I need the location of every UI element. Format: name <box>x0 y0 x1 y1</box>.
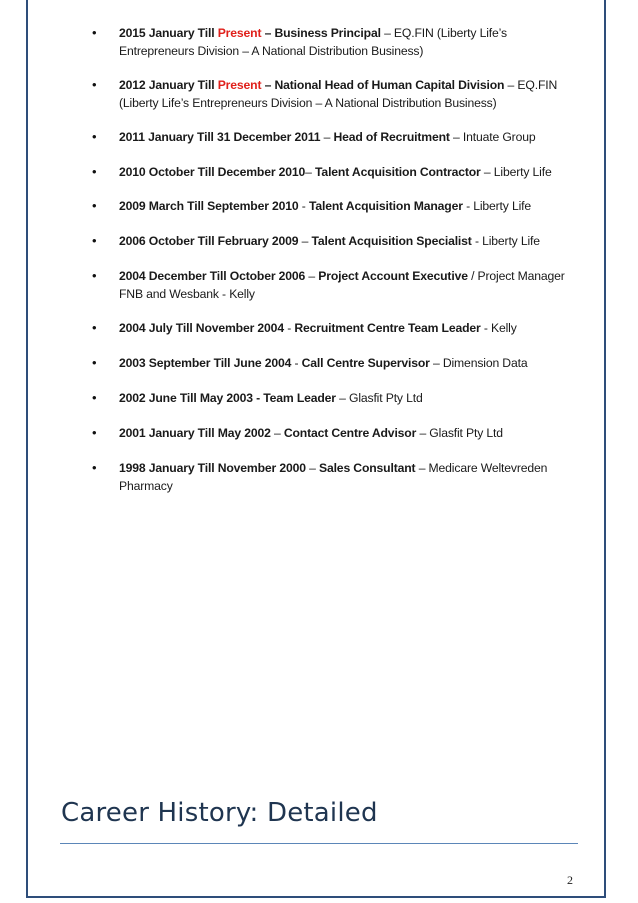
career-dates: 2003 September Till June 2004 <box>119 356 292 370</box>
career-title: Team Leader <box>263 391 336 405</box>
career-dates: 1998 January Till November 2000 <box>119 461 306 475</box>
career-separator: - <box>298 199 309 213</box>
career-title: Contact Centre Advisor <box>283 426 417 440</box>
career-title: Talent Acquisition Manager <box>308 199 463 213</box>
career-item <box>92 389 582 407</box>
career-separator: – <box>305 269 319 283</box>
career-item <box>92 232 582 250</box>
section-title: Career History: Detailed <box>61 798 378 828</box>
career-title: Head of Recruitment <box>333 130 450 144</box>
career-dates: 2004 July Till November 2004 <box>119 321 284 335</box>
career-company: – Medicare Weltevreden Pharmacy <box>119 461 548 493</box>
career-item <box>92 163 582 181</box>
career-item <box>92 319 582 337</box>
career-item <box>92 76 582 112</box>
career-company: - Kelly <box>480 321 517 335</box>
career-list <box>92 24 582 511</box>
career-title: – Business Principal <box>261 26 381 40</box>
career-separator: – <box>298 234 312 248</box>
career-item <box>92 354 582 372</box>
career-title: Project Account Executive <box>318 269 468 283</box>
bullet-icon: • <box>92 164 97 179</box>
section-divider <box>60 843 578 844</box>
career-company: – EQ.FIN (Liberty Life’s Entrepreneurs Division – A National Distribution Business) <box>119 26 507 58</box>
career-company: – Intuate Group <box>449 130 536 144</box>
bullet-icon: • <box>92 320 97 335</box>
career-dates: 2015 January Till <box>119 26 218 40</box>
career-title: – National Head of Human Capital Division <box>261 78 505 92</box>
page-number: 2 <box>567 873 573 887</box>
career-company: – EQ.FIN (Liberty Life’s Entrepreneurs Division – A National Distribution Business) <box>119 78 558 110</box>
career-company: / Project Manager FNB and Wesbank - Kelly <box>119 269 565 301</box>
bullet-icon: • <box>92 268 97 283</box>
career-separator: – <box>305 165 316 179</box>
bullet-icon: • <box>92 77 97 92</box>
career-separator: - <box>252 391 264 405</box>
career-dates: 2012 January Till <box>119 78 218 92</box>
career-item <box>92 128 582 146</box>
career-dates: 2011 January Till 31 December 2011 <box>119 130 321 144</box>
career-company: – Liberty Life <box>480 165 552 179</box>
bullet-icon: • <box>92 233 97 248</box>
career-item <box>92 424 582 442</box>
career-separator: - <box>283 321 295 335</box>
career-dates: 2010 October Till December 2010 <box>119 165 306 179</box>
bullet-icon: • <box>92 390 97 405</box>
career-company: - Liberty Life <box>462 199 532 213</box>
career-company: – Glasfit Pty Ltd <box>416 426 503 440</box>
career-item <box>92 24 582 60</box>
career-dates: 2004 December Till October 2006 <box>119 269 306 283</box>
career-item <box>92 459 582 495</box>
career-dates: 2001 January Till May 2002 <box>119 426 271 440</box>
bullet-icon: • <box>92 425 97 440</box>
career-company: – Dimension Data <box>429 356 528 370</box>
career-item <box>92 197 582 215</box>
bullet-icon: • <box>92 460 97 475</box>
bullet-icon: • <box>92 25 97 40</box>
career-dates: 2006 October Till February 2009 <box>119 234 299 248</box>
career-title: Recruitment Centre Team Leader <box>294 321 481 335</box>
career-title: Call Centre Supervisor <box>301 356 430 370</box>
present-label: Present <box>217 26 262 40</box>
career-title: Talent Acquisition Specialist <box>311 234 472 248</box>
career-separator: – <box>305 461 319 475</box>
career-company: - Liberty Life <box>471 234 540 248</box>
career-separator: – <box>270 426 284 440</box>
career-title: Talent Acquisition Contractor <box>315 165 481 179</box>
career-dates: 2002 June Till May 2003 <box>119 391 253 405</box>
bullet-icon: • <box>92 355 97 370</box>
bullet-icon: • <box>92 129 97 144</box>
career-company: – Glasfit Pty Ltd <box>335 391 423 405</box>
career-separator: - <box>291 356 302 370</box>
present-label: Present <box>217 78 262 92</box>
career-item <box>92 267 582 303</box>
career-dates: 2009 March Till September 2010 <box>119 199 299 213</box>
career-separator: – <box>320 130 334 144</box>
bullet-icon: • <box>92 198 97 213</box>
career-title: Sales Consultant <box>318 461 416 475</box>
